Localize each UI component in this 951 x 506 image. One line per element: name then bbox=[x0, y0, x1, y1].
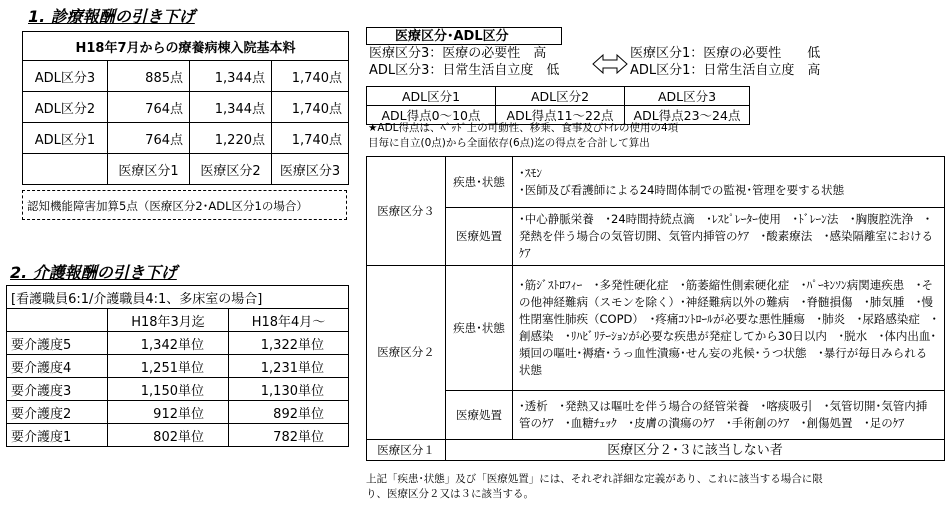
dementia-addition-note: 認知機能障害加算5点（医療区分2･ADL区分1の場合） bbox=[22, 190, 347, 220]
table-cell: ADL得点11～22点 bbox=[496, 106, 625, 125]
section3-title: 医療区分･ADL区分 bbox=[366, 27, 562, 45]
category-label: 疾患･状態 bbox=[446, 157, 513, 208]
table-cell: ADL得点23～24点 bbox=[625, 106, 750, 125]
table-row bbox=[23, 92, 349, 123]
table-cell: 892単位 bbox=[229, 401, 349, 424]
table-cell: 1,220点 bbox=[190, 123, 272, 154]
table-row bbox=[7, 355, 349, 378]
table-row bbox=[23, 123, 349, 154]
care-fee-table bbox=[6, 285, 349, 447]
legend-right-line1: 医療区分1：医療の必要性 低 bbox=[630, 46, 821, 61]
column-header: ADL区分1 bbox=[367, 87, 496, 106]
table-row bbox=[367, 157, 945, 208]
row-label: 要介護度2 bbox=[7, 401, 108, 424]
hospital-fee-table bbox=[22, 31, 349, 185]
category-label: 疾患･状態 bbox=[446, 266, 513, 391]
kubun1-label: 医療区分１ bbox=[367, 440, 446, 461]
kubun2-disease-text: ･筋ｼﾞｽﾄﾛﾌｨｰ ･多発性硬化症 ･筋萎縮性側索硬化症 ･ﾊﾟｰｷﾝｿﾝ病関連疾患 ･その他神経難病（スモンを除く）･神経難病以外の難病 ･脊髄損傷 ･肺気腫 ･慢性閉塞性肺疾（COPD） ･疼痛ｺﾝﾄﾛｰﾙが必要な悪性腫瘍 ･肺炎 ･尿路感染症 ･創感染 ･ﾘﾊﾋﾞﾘﾃｰｼｮﾝが必要な疾患が発症してから30日以内 ･脱水 ･体内出血･頻回の嘔吐･褥瘡･うっ血性潰瘍･せん妄の兆候･うつ状態 ･暴行が毎日みられる状態 bbox=[513, 266, 945, 391]
kubun3-disease-text: ･ｽﾓﾝ ･医師及び看護師による24時間体制での監視･管理を要する状態 bbox=[513, 157, 945, 208]
footnote-line2: り、医療区分２又は３に該当する。 bbox=[366, 488, 534, 500]
table-cell: 764点 bbox=[108, 92, 190, 123]
column-header: 医療区分3 bbox=[272, 154, 349, 185]
legend-right-line2: ADL区分1：日常生活自立度 高 bbox=[630, 63, 821, 78]
section2-heading: 2. 介護報酬の引き下げ bbox=[10, 263, 177, 282]
table-cell: 1,231単位 bbox=[229, 355, 349, 378]
table-cell: 1,322単位 bbox=[229, 332, 349, 355]
kubun3-treatment-text: ･中心静脈栄養 ･24時間持続点滴 ･ﾚｽﾋﾟﾚｰﾀｰ使用 ･ﾄﾞﾚｰﾝ法 ･胸腹腔洗浄 ･発熱を伴う場合の気管切開、気管内挿管のｹｱ ･酸素療法 ･感染隔離室におけるｹｱ bbox=[513, 208, 945, 266]
table-row bbox=[367, 440, 945, 461]
table-cell: 1,740点 bbox=[272, 61, 349, 92]
table-header-row bbox=[367, 87, 750, 106]
adl-note-line2: 目毎に自立(0点)から全面依存(6点)迄の得点を合計して算出 bbox=[368, 137, 650, 149]
table-row bbox=[367, 266, 945, 391]
column-header: 医療区分1 bbox=[108, 154, 190, 185]
table-cell: ADL得点0～10点 bbox=[367, 106, 496, 125]
care-fee-table-header: [看護職員6:1/介護職員4:1、多床室の場合] bbox=[7, 286, 349, 309]
table-row bbox=[7, 401, 349, 424]
table-row bbox=[7, 424, 349, 447]
kubun2-label: 医療区分２ bbox=[367, 266, 446, 440]
table-cell: 782単位 bbox=[229, 424, 349, 447]
legend-left-line1: 医療区分3：医療の必要性 高 bbox=[369, 46, 547, 61]
row-label: 要介護度3 bbox=[7, 378, 108, 401]
table-cell: 1,251単位 bbox=[108, 355, 229, 378]
empty-cell bbox=[23, 154, 108, 185]
column-header: ADL区分3 bbox=[625, 87, 750, 106]
table-row bbox=[23, 61, 349, 92]
category-label: 医療処置 bbox=[446, 208, 513, 266]
kubun3-label: 医療区分３ bbox=[367, 157, 446, 266]
adl-note-line1: ★ADL得点は、ﾍﾞｯﾄﾞ上の可動性、移乗、食事及びﾄｲﾚの使用の4項 bbox=[368, 122, 679, 134]
column-header: H18年4月～ bbox=[229, 309, 349, 332]
category-label: 医療処置 bbox=[446, 391, 513, 440]
medical-category-table bbox=[366, 156, 945, 461]
table-row bbox=[7, 378, 349, 401]
table-header-row bbox=[7, 309, 349, 332]
row-label: 要介護度5 bbox=[7, 332, 108, 355]
column-header: H18年3月迄 bbox=[108, 309, 229, 332]
table-row bbox=[7, 332, 349, 355]
table-row bbox=[367, 208, 945, 266]
table-header-row bbox=[23, 154, 349, 185]
table-cell: 1,150単位 bbox=[108, 378, 229, 401]
legend-left-line2: ADL区分3：日常生活自立度 低 bbox=[369, 63, 560, 78]
row-label: 要介護度4 bbox=[7, 355, 108, 378]
table-cell: 885点 bbox=[108, 61, 190, 92]
table-cell: 1,740点 bbox=[272, 123, 349, 154]
table-cell: 912単位 bbox=[108, 401, 229, 424]
row-label: ADL区分1 bbox=[23, 123, 108, 154]
section1-heading: 1. 診療報酬の引き下げ bbox=[28, 7, 195, 26]
table-cell: 764点 bbox=[108, 123, 190, 154]
table-cell: 1,344点 bbox=[190, 92, 272, 123]
double-arrow-icon bbox=[591, 52, 629, 76]
table-cell: 1,740点 bbox=[272, 92, 349, 123]
footnote-line1: 上記「疾患･状態」及び「医療処置」には、それぞれ詳細な定義があり、これに該当する場合に限 bbox=[366, 473, 823, 485]
table-cell: 1,342単位 bbox=[108, 332, 229, 355]
table-cell: 1,344点 bbox=[190, 61, 272, 92]
kubun1-text: 医療区分２･３に該当しない者 bbox=[446, 440, 945, 461]
column-header: ADL区分2 bbox=[496, 87, 625, 106]
table-row bbox=[367, 391, 945, 440]
hospital-fee-table-title: H18年7月からの療養病棟入院基本料 bbox=[23, 32, 349, 61]
table-cell: 802単位 bbox=[108, 424, 229, 447]
row-label: 要介護度1 bbox=[7, 424, 108, 447]
table-cell: 1,130単位 bbox=[229, 378, 349, 401]
row-label: ADL区分3 bbox=[23, 61, 108, 92]
kubun2-treatment-text: ･透析 ･発熱又は嘔吐を伴う場合の経管栄養 ･喀痰吸引 ･気管切開･気管内挿管のｹｱ ･血糖ﾁｪｯｸ ･皮膚の潰瘍のｹｱ ･手術創のｹｱ ･創傷処置 ･足のｹｱ bbox=[513, 391, 945, 440]
row-label: ADL区分2 bbox=[23, 92, 108, 123]
column-header: 医療区分2 bbox=[190, 154, 272, 185]
empty-cell bbox=[7, 309, 108, 332]
